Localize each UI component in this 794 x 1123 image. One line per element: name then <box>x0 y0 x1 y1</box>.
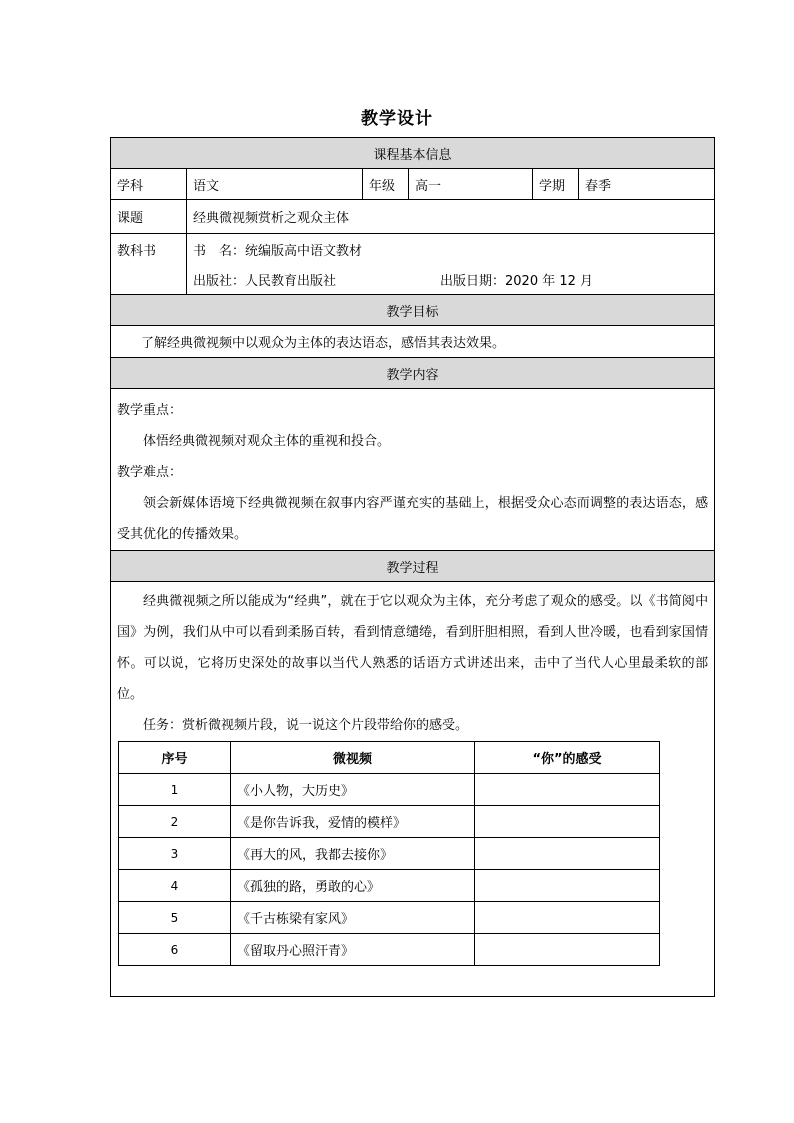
publisher: 出版社：人民教育出版社 <box>193 273 337 289</box>
header-number: 序号 <box>119 742 231 774</box>
video-table <box>118 741 660 966</box>
section-objective: 教学目标 <box>111 295 715 326</box>
row-number: 6 <box>119 934 231 966</box>
row-video: 《小人物，大历史》 <box>231 774 475 806</box>
difficult-point-text: 领会新媒体语境下经典微视频在叙事内容严谨充实的基础上，根据受众心态而调整的表达语态，感受其优化的传播效果。 <box>117 496 709 542</box>
row-number: 1 <box>119 774 231 806</box>
topic-label: 课题 <box>111 200 187 234</box>
row-number: 4 <box>119 870 231 902</box>
row-number: 2 <box>119 806 231 838</box>
row-number: 5 <box>119 902 231 934</box>
row-number: 3 <box>119 838 231 870</box>
row-feeling[interactable] <box>475 902 660 934</box>
difficult-point-label: 教学难点： <box>117 465 183 480</box>
table-row <box>119 934 660 966</box>
row-feeling[interactable] <box>475 774 660 806</box>
content-body <box>111 389 715 551</box>
subject-label: 学科 <box>111 169 187 200</box>
section-basic-info: 课程基本信息 <box>111 138 715 169</box>
publisher-row <box>187 264 715 295</box>
subject-value: 语文 <box>187 169 363 200</box>
row-feeling[interactable] <box>475 838 660 870</box>
table-row <box>119 870 660 902</box>
table-row <box>119 838 660 870</box>
table-row <box>119 902 660 934</box>
term-value: 春季 <box>579 169 715 200</box>
textbook-label: 教科书 <box>111 234 187 295</box>
row-video: 《再大的风，我都去接你》 <box>231 838 475 870</box>
row-video: 《是你告诉我，爱情的模样》 <box>231 806 475 838</box>
grade-value: 高一 <box>409 169 533 200</box>
section-content: 教学内容 <box>111 358 715 389</box>
book-name: 书 名：统编版高中语文教材 <box>187 234 715 265</box>
key-point-text: 体悟经典微视频对观众主体的重视和投合。 <box>143 434 391 449</box>
grade-label: 年级 <box>363 169 409 200</box>
term-label: 学期 <box>533 169 579 200</box>
header-feeling: “你”的感受 <box>475 742 660 774</box>
process-paragraph: 经典微视频之所以能成为“经典”，就在于它以观众为主体，充分考虑了观众的感受。以《书简阅中国》为例，我们从中可以看到柔肠百转，看到情意缱绻，看到肝胆相照，看到人世冷暖，也看到家国情怀。可以说，它将历史深处的故事以当代人熟悉的话语方式讲述出来，击中了当代人心里最柔软的部位。 <box>117 594 709 702</box>
video-table-header <box>119 742 660 774</box>
row-video: 《千古栋梁有家风》 <box>231 902 475 934</box>
objective-text: 了解经典微视频中以观众为主体的表达语态，感悟其表达效果。 <box>111 326 715 358</box>
publish-date: 出版日期：2020 年 12 月 <box>440 273 594 289</box>
section-process: 教学过程 <box>111 551 715 582</box>
task-text: 任务：赏析微视频片段，说一说这个片段带给你的感受。 <box>143 718 469 733</box>
topic-value: 经典微视频赏析之观众主体 <box>187 200 715 234</box>
header-video: 微视频 <box>231 742 475 774</box>
row-feeling[interactable] <box>475 870 660 902</box>
process-body <box>111 582 715 997</box>
row-video: 《留取丹心照汗青》 <box>231 934 475 966</box>
table-row <box>119 806 660 838</box>
table-row <box>119 774 660 806</box>
row-video: 《孤独的路，勇敢的心》 <box>231 870 475 902</box>
page-title: 教学设计 <box>361 109 433 129</box>
key-point-label: 教学重点： <box>117 403 183 418</box>
lesson-plan-table <box>110 137 715 997</box>
row-feeling[interactable] <box>475 806 660 838</box>
row-feeling[interactable] <box>475 934 660 966</box>
